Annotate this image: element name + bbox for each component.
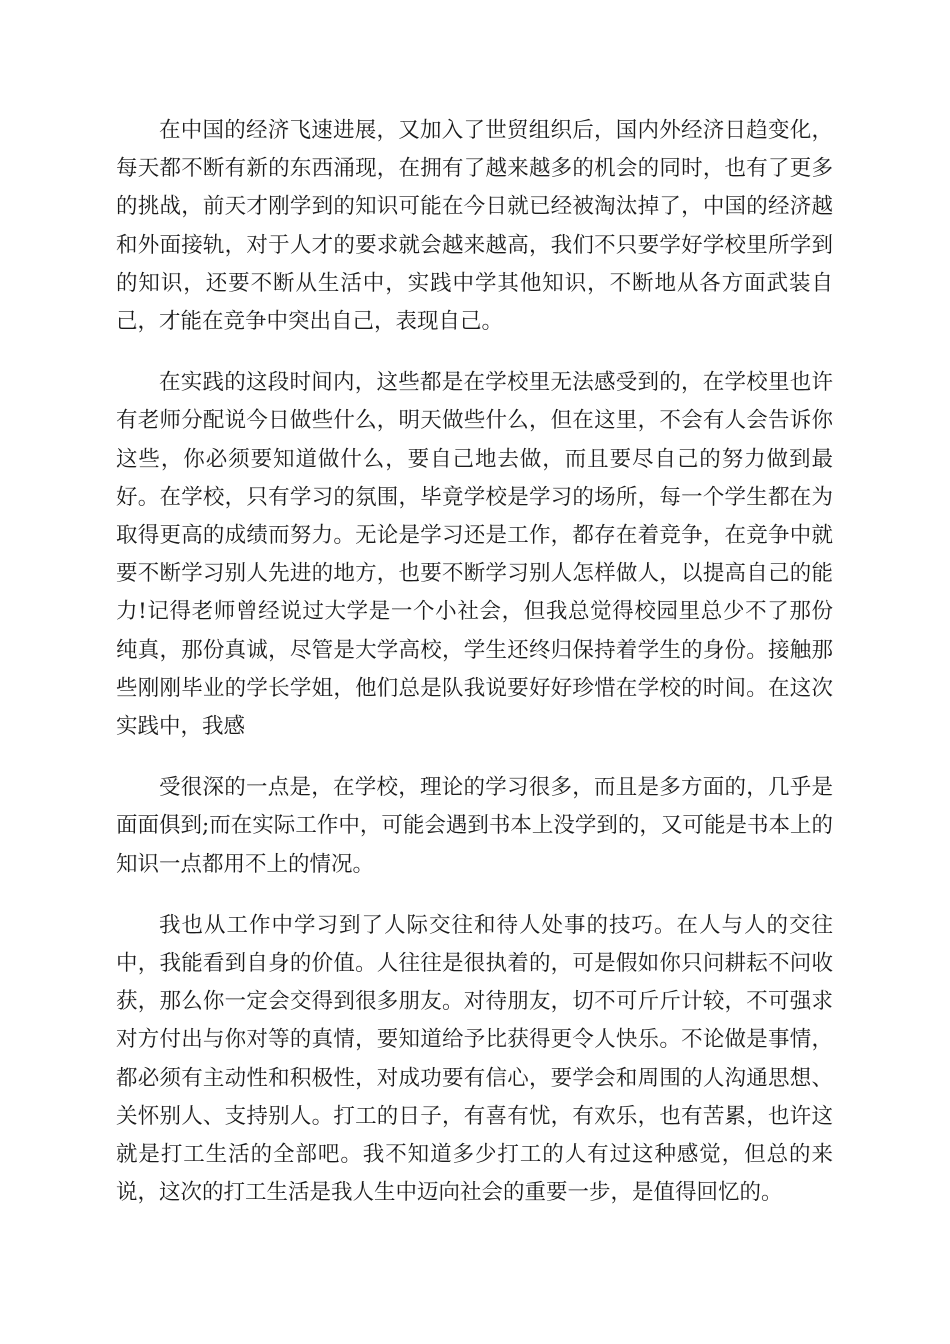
- paragraph-economy: 在中国的经济飞速进展，又加入了世贸组织后，国内外经济日趋变化，每天都不断有新的东西涌现，在拥有了越来越多的机会的同时，也有了更多的挑战，前天才刚学到的知识可能在今日就已经被淘汰掉了，中国的经济越和外面接轨，对于人才的要求就会越来越高，我们不只要学好学校里所学到的知识，还要不断从生活中，实践中学其他知识，不断地从各方面武装自己，才能在竞争中突出自己，表现自己。: [116, 118, 833, 335]
- paragraph-theory: 受很深的一点是，在学校，理论的学习很多，而且是多方面的，几乎是面面俱到;而在实际工作中，可能会遇到书本上没学到的，又可能是书本上的知识一点都用不上的情况。: [116, 775, 833, 877]
- paragraph-practice: 在实践的这段时间内，这些都是在学校里无法感受到的，在学校里也许有老师分配说今日做些什么，明天做些什么，但在这里，不会有人会告诉你这些，你必须要知道做什么，要自己地去做，而且要尽自己的努力做到最好。在学校，只有学习的氛围，毕竟学校是学习的场所，每一个学生都在为取得更高的成绩而努力。无论是学习还是工作，都存在着竞争，在竞争中就要不断学习别人先进的地方，也要不断学习别人怎样做人，以提高自己的能力!记得老师曾经说过大学是一个小社会，但我总觉得校园里总少不了那份纯真，那份真诚，尽管是大学高校，学生还终归保持着学生的身份。接触那些刚刚毕业的学长学姐，他们总是队我说要好好珍惜在学校的时间。在这次实践中，我感: [116, 370, 833, 740]
- paragraph-interpersonal: 我也从工作中学习到了人际交往和待人处事的技巧。在人与人的交往中，我能看到自身的价值。人往往是很执着的，可是假如你只问耕耘不问收获，那么你一定会交得到很多朋友。对待朋友，切不可斤斤计较，不可强求对方付出与你对等的真情，要知道给予比获得更令人快乐。不论做是事情，都必须有主动性和积极性，对成功要有信心，要学会和周围的人沟通思想、关怀别人、支持别人。打工的日子，有喜有忧，有欢乐，也有苦累，也许这就是打工生活的全部吧。我不知道多少打工的人有过这种感觉，但总的来说，这次的打工生活是我人生中迈向社会的重要一步，是值得回忆的。: [116, 912, 833, 1206]
- document-page: [116, 112, 833, 1235]
